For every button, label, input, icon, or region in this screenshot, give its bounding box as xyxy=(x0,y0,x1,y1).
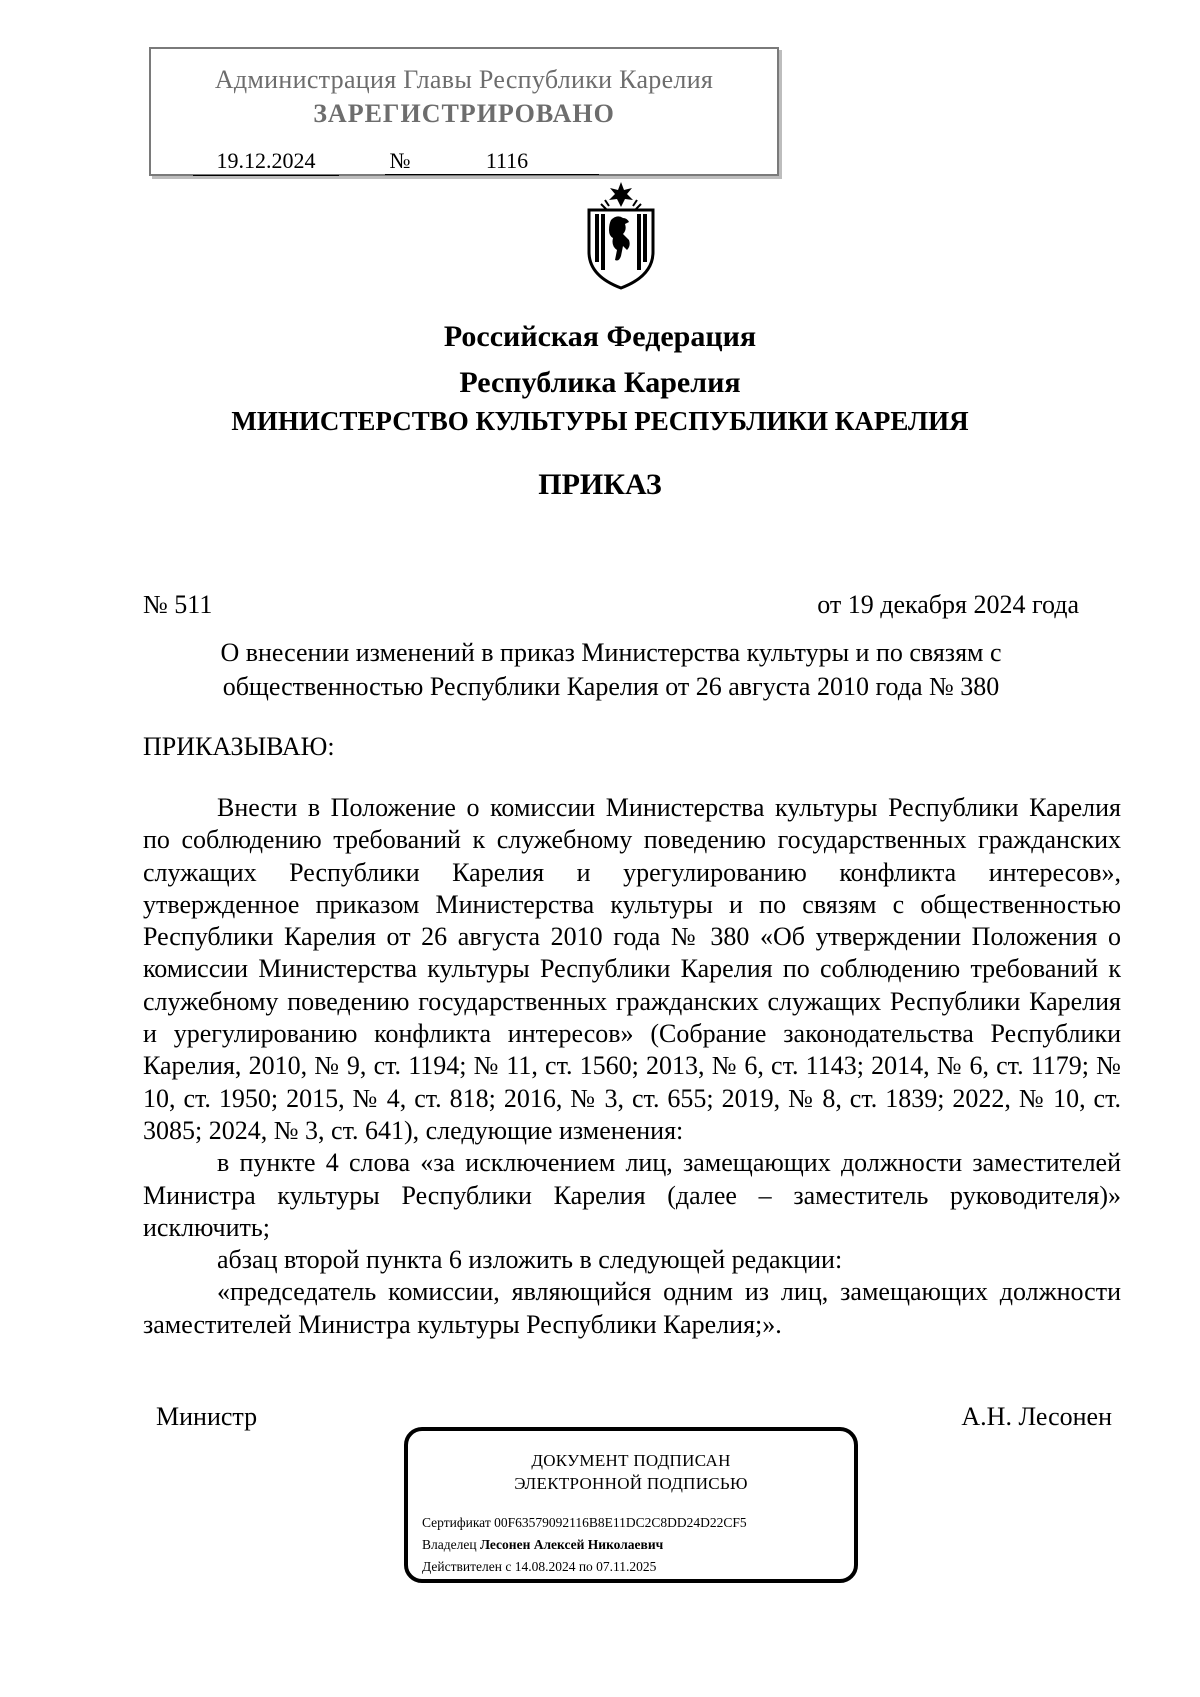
registration-date: 19.12.2024 xyxy=(193,147,339,176)
esig-valid-to: 07.11.2025 xyxy=(596,1559,657,1574)
esig-valid-from-prefix: с xyxy=(505,1559,512,1574)
karelia-coat-of-arms-icon xyxy=(583,180,659,290)
decree-word: ПРИКАЗЫВАЮ: xyxy=(143,732,335,761)
registration-status: ЗАРЕГИСТРИРОВАНО xyxy=(313,99,615,128)
order-subject-line: общественностью Республики Карелия от 26 августа 2010 года № 380 xyxy=(222,672,1000,701)
document-type-heading: ПРИКАЗ xyxy=(538,468,662,501)
esig-title-line: ДОКУМЕНТ ПОДПИСАН xyxy=(531,1451,731,1470)
esig-valid-from: 14.08.2024 xyxy=(514,1559,576,1574)
order-body xyxy=(143,792,1121,1341)
body-paragraph: в пункте 4 слова «за исключением лиц, замещающих должности заместителей Министра культуры Республики Карелия (далее – заместитель руководителя)» исключить; xyxy=(143,1148,1121,1242)
esig-certificate-value: 00F63579092116B8E11DC2C8DD24D22CF5 xyxy=(494,1515,747,1530)
registration-stamp xyxy=(149,47,779,176)
order-subject-line: О внесении изменений в приказ Министерства культуры и по связям с xyxy=(220,638,1002,667)
esig-valid-label: Действителен xyxy=(422,1559,502,1574)
esig-owner-row xyxy=(422,1537,663,1553)
esig-certificate-row xyxy=(422,1515,747,1531)
order-number: № 511 xyxy=(143,590,213,619)
electronic-signature-stamp xyxy=(404,1427,858,1583)
country-heading: Российская Федерация xyxy=(443,320,757,353)
ministry-heading: МИНИСТЕРСТВО КУЛЬТУРЫ РЕСПУБЛИКИ КАРЕЛИЯ xyxy=(231,406,969,436)
esig-certificate-label: Сертификат xyxy=(422,1515,491,1530)
order-date: от 19 декабря 2024 года xyxy=(817,590,1079,619)
body-paragraph: «председатель комиссии, являющийся одним из лиц, замещающих должности заместителей Министра культуры Республики Карелия;». xyxy=(143,1277,1121,1339)
esig-owner-value: Лесонен Алексей Николаевич xyxy=(479,1537,664,1552)
esig-validity-row xyxy=(422,1559,656,1575)
signatory-title: Министр xyxy=(156,1402,258,1431)
region-heading: Республика Карелия xyxy=(459,366,741,399)
esig-valid-to-prefix: по xyxy=(578,1559,593,1574)
body-paragraph: Внести в Положение о комиссии Министерства культуры Республики Карелия по соблюдению требований к служебному поведению государственных гражданских служащих Республики Карелия и урегулированию конфликта интересов», утвержденное приказом Министерства культуры и по связям с общественностью Республики Карелия от 26 августа 2010 года № 380 «Об утверждении Положения о комиссии Министерства культуры Республики Карелия по соблюдению требований к служебному поведению государственных гражданских служащих Республики Карелия и урегулированию конфликта интересов» (Собрание законодательства Республики Карелия, 2010, № 9, ст. 1194; № 11, ст. 1560; 2013, № 6, ст. 1143; 2014, № 6, ст. 1179; № 10, ст. 1950; 2015, № 4, ст. 818; 2016, № 3, ст. 655; 2019, № 8, ст. 1839; 2022, № 10, ст. 3085; 2024, № 3, ст. 641), следующие изменения: xyxy=(143,793,1121,1145)
registration-number-sign: № xyxy=(389,148,411,173)
body-paragraph: абзац второй пункта 6 изложить в следующей редакции: xyxy=(217,1245,843,1275)
esig-title-line: ЭЛЕКТРОННОЙ ПОДПИСЬЮ xyxy=(514,1474,748,1493)
registration-organization: Администрация Главы Республики Карелия xyxy=(214,65,714,94)
registration-number: 1116 xyxy=(385,147,599,175)
signatory-name: А.Н. Лесонен xyxy=(961,1402,1112,1431)
esig-owner-label: Владелец xyxy=(422,1537,477,1552)
order-subject xyxy=(143,636,1079,704)
